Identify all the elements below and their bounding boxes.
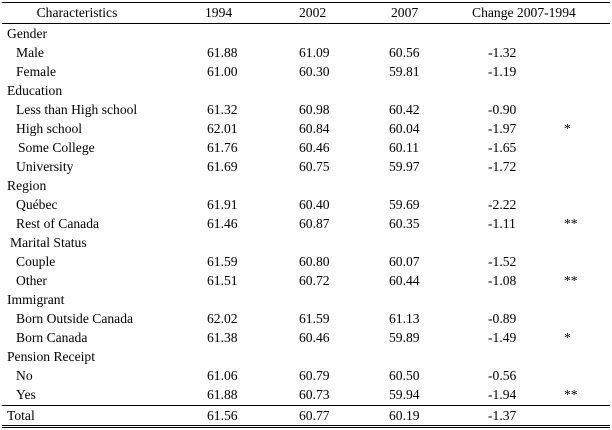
value-1994: 62.01 xyxy=(207,121,238,136)
value-2002: 60.98 xyxy=(299,102,330,117)
value-1994: 61.46 xyxy=(207,216,238,231)
row-label: University xyxy=(16,159,74,174)
value-2007: 59.94 xyxy=(389,387,420,402)
table-bottom-rule xyxy=(2,425,610,428)
significance-marker: * xyxy=(564,121,571,136)
table-row xyxy=(2,385,610,404)
value-2007: 60.44 xyxy=(389,273,420,288)
value-change: -1.72 xyxy=(488,159,517,174)
value-2002: 60.80 xyxy=(299,254,330,269)
value-2002: 60.75 xyxy=(299,159,330,174)
total-1994: 61.56 xyxy=(207,408,238,423)
value-change: -1.11 xyxy=(488,216,516,231)
header-characteristics: Characteristics xyxy=(36,5,118,20)
value-1994: 61.88 xyxy=(207,45,238,60)
header-change: Change 2007-1994 xyxy=(472,5,576,20)
significance-marker: * xyxy=(564,330,571,345)
value-2007: 60.04 xyxy=(389,121,420,136)
value-1994: 61.69 xyxy=(207,159,238,174)
row-label: Some College xyxy=(18,140,95,155)
group-label: Immigrant xyxy=(7,292,65,307)
value-2002: 60.73 xyxy=(299,387,330,402)
group-label: Education xyxy=(7,83,63,98)
table-row xyxy=(2,119,610,138)
value-2002: 60.72 xyxy=(299,273,330,288)
value-2002: 60.87 xyxy=(299,216,330,231)
value-1994: 61.76 xyxy=(207,140,238,155)
value-change: -0.56 xyxy=(488,368,517,383)
value-2002: 60.30 xyxy=(299,64,330,79)
value-2002: 60.84 xyxy=(299,121,330,136)
row-label: Female xyxy=(16,64,57,79)
value-change: -2.22 xyxy=(488,197,517,212)
value-1994: 61.38 xyxy=(207,330,238,345)
header-2007: 2007 xyxy=(391,5,419,20)
value-2007: 60.11 xyxy=(389,140,420,155)
significance-marker: ** xyxy=(564,216,578,231)
significance-marker: ** xyxy=(564,273,578,288)
value-change: -0.89 xyxy=(488,311,517,326)
value-change: -0.90 xyxy=(488,102,517,117)
row-label: Born Outside Canada xyxy=(16,311,134,326)
row-label: High school xyxy=(16,121,83,136)
group-header-row xyxy=(2,233,610,252)
group-header-row xyxy=(2,81,610,100)
group-header-row xyxy=(2,176,610,195)
group-header-row xyxy=(2,24,610,43)
value-2007: 59.69 xyxy=(389,197,420,212)
header-2002: 2002 xyxy=(299,5,327,20)
value-2002: 61.09 xyxy=(299,45,330,60)
header-1994: 1994 xyxy=(205,5,233,20)
row-label: Québec xyxy=(16,197,58,212)
value-change: -1.32 xyxy=(488,45,517,60)
group-label: Pension Receipt xyxy=(7,349,95,364)
row-label: Other xyxy=(16,273,47,288)
value-1994: 61.32 xyxy=(207,102,238,117)
value-change: -1.94 xyxy=(488,387,517,402)
table-row xyxy=(2,195,610,214)
value-change: -1.49 xyxy=(488,330,517,345)
row-label: Yes xyxy=(16,387,36,402)
group-label: Gender xyxy=(7,26,48,41)
table-row xyxy=(2,328,610,347)
row-label: Couple xyxy=(16,254,56,269)
total-2002: 60.77 xyxy=(299,408,330,423)
value-2007: 59.89 xyxy=(389,330,420,345)
total-2007: 60.19 xyxy=(389,408,420,423)
table-row xyxy=(2,366,610,385)
value-1994: 61.06 xyxy=(207,368,238,383)
value-1994: 61.91 xyxy=(207,197,238,212)
value-1994: 61.51 xyxy=(207,273,238,288)
value-2007: 60.07 xyxy=(389,254,420,269)
value-2007: 60.35 xyxy=(389,216,420,231)
value-2002: 60.40 xyxy=(299,197,330,212)
table-row xyxy=(2,214,610,233)
significance-marker: ** xyxy=(564,387,578,402)
value-2007: 60.56 xyxy=(389,45,420,60)
group-label: Region xyxy=(7,178,47,193)
table-row xyxy=(2,100,610,119)
value-2002: 60.79 xyxy=(299,368,330,383)
table-row xyxy=(2,43,610,62)
row-label: Rest of Canada xyxy=(16,216,100,231)
value-1994: 61.88 xyxy=(207,387,238,402)
value-2007: 59.81 xyxy=(389,64,420,79)
value-2007: 61.13 xyxy=(389,311,420,326)
value-2007: 60.42 xyxy=(389,102,420,117)
total-row xyxy=(2,406,610,425)
table-row xyxy=(2,252,610,271)
group-label: Marital Status xyxy=(10,235,87,250)
row-label: No xyxy=(16,368,33,383)
row-label: Born Canada xyxy=(16,330,88,345)
value-change: -1.52 xyxy=(488,254,517,269)
value-change: -1.08 xyxy=(488,273,517,288)
value-2002: 60.46 xyxy=(299,140,330,155)
table-row xyxy=(2,138,610,157)
value-change: -1.97 xyxy=(488,121,517,136)
value-2002: 61.59 xyxy=(299,311,330,326)
total-label: Total xyxy=(7,408,35,423)
value-2007: 60.50 xyxy=(389,368,420,383)
value-2007: 59.97 xyxy=(389,159,420,174)
value-1994: 62.02 xyxy=(207,311,238,326)
total-change: -1.37 xyxy=(488,408,517,423)
table-row xyxy=(2,309,610,328)
value-2002: 60.46 xyxy=(299,330,330,345)
table-row xyxy=(2,62,610,81)
group-header-row xyxy=(2,347,610,366)
table-row xyxy=(2,271,610,290)
value-change: -1.65 xyxy=(488,140,517,155)
value-change: -1.19 xyxy=(488,64,517,79)
row-label: Male xyxy=(16,45,44,60)
row-label: Less than High school xyxy=(16,102,138,117)
table-row xyxy=(2,157,610,176)
value-1994: 61.00 xyxy=(207,64,238,79)
table-header-row xyxy=(2,3,610,22)
value-1994: 61.59 xyxy=(207,254,238,269)
group-header-row xyxy=(2,290,610,309)
